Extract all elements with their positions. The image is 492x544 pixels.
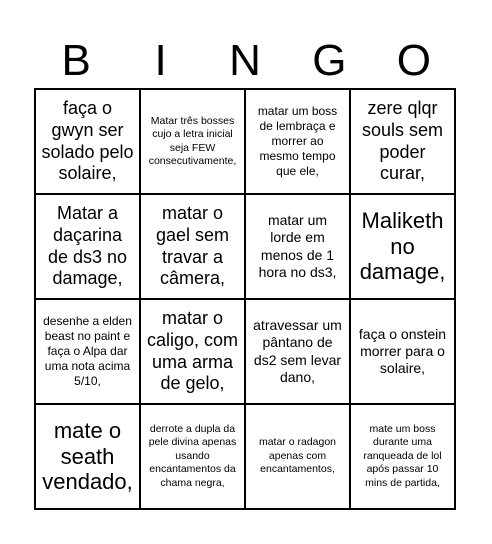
bingo-cell-r4c2[interactable] [140, 404, 245, 509]
cell-text: Maliketh no damage, [359, 207, 446, 285]
cell-text: mate o seath vendado, [42, 417, 133, 495]
bingo-cell-r1c3[interactable] [245, 89, 350, 194]
bingo-cell-r3c1[interactable] [35, 299, 140, 404]
cell-text: Matar três bosses cujo a letra inicial seja FEW consecutivamente, [148, 114, 237, 167]
header-letter-n: N [229, 36, 261, 85]
cell-text: derrote a dupla da pele divina apenas usando encantamentos da chama negra, [148, 422, 237, 489]
header-letter-b: B [61, 36, 91, 85]
cell-text: desenhe a elden beast no paint e faça o Alpa dar uma nota acima 5/10, [43, 314, 132, 388]
header-letter-g: G [312, 36, 347, 85]
bingo-cell-r2c4[interactable] [350, 194, 455, 299]
cell-text: Matar a daçarina de ds3 no damage, [47, 203, 128, 289]
cell-text: mate um boss durante uma ranqueada de lol após passar 10 mins de partida, [363, 422, 442, 489]
bingo-cell-r2c1[interactable] [35, 194, 140, 299]
cell-text: matar um lorde em menos de 1 hora no ds3, [258, 212, 337, 280]
bingo-cell-r4c1[interactable] [35, 404, 140, 509]
bingo-cell-r3c4[interactable] [350, 299, 455, 404]
bingo-cell-r2c3[interactable] [245, 194, 350, 299]
header-letter-o: O [396, 36, 431, 85]
bingo-cell-r1c4[interactable] [350, 89, 455, 194]
bingo-grid [34, 88, 456, 510]
cell-text: faça o onstein morrer para o solaire, [358, 325, 447, 377]
bingo-header [34, 36, 456, 86]
bingo-cell-r4c4[interactable] [350, 404, 455, 509]
cell-text: zere qlqr souls sem poder curar, [361, 98, 444, 184]
bingo-cell-r4c3[interactable] [245, 404, 350, 509]
bingo-cell-r2c2[interactable] [140, 194, 245, 299]
bingo-cell-r1c2[interactable] [140, 89, 245, 194]
bingo-cell-r3c2[interactable] [140, 299, 245, 404]
header-letter-i: I [154, 36, 167, 85]
cell-text: matar o caligo, com uma arma de gelo, [146, 308, 239, 394]
cell-text: matar o gael sem travar a câmera, [155, 203, 230, 289]
cell-text: faça o gwyn ser solado pelo solaire, [41, 98, 134, 184]
bingo-cell-r1c1[interactable] [35, 89, 140, 194]
cell-text: matar o radagon apenas com encantamentos, [258, 436, 337, 476]
bingo-cell-r3c3[interactable] [245, 299, 350, 404]
cell-text: matar um boss de lembraça e morrer ao mesmo tempo que ele, [257, 104, 338, 178]
cell-text: atravessar um pântano de ds2 sem levar dano, [253, 317, 342, 385]
